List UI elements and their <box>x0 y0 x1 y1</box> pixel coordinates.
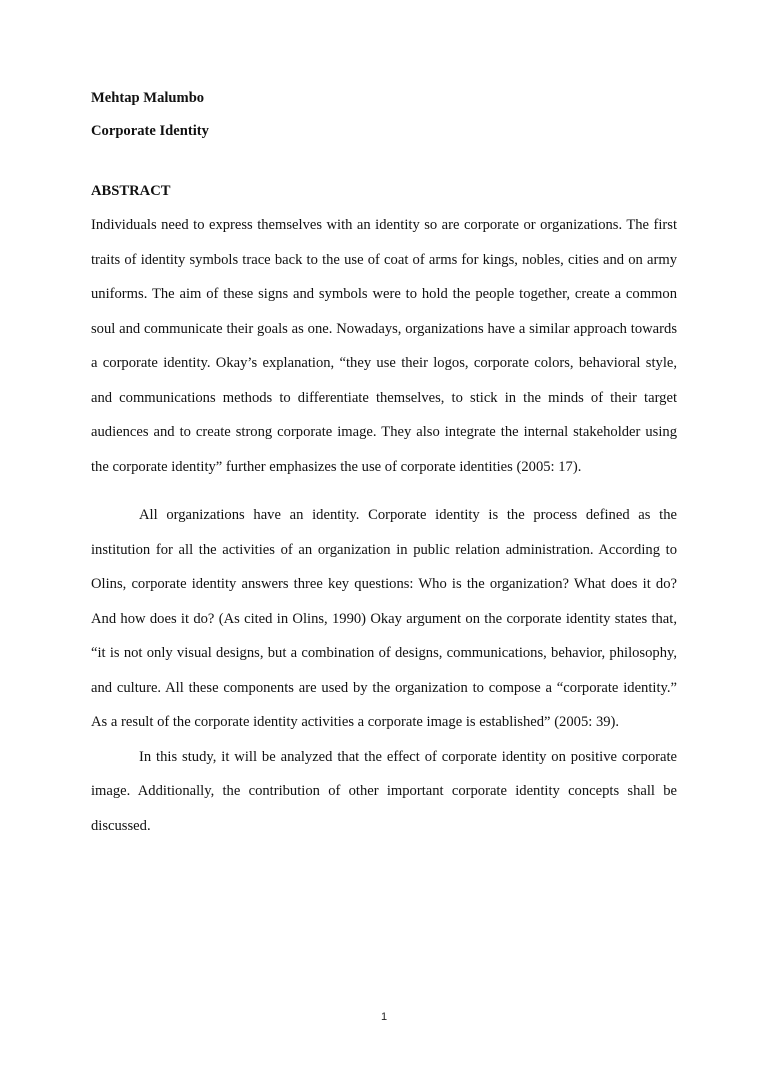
body-paragraph: All organizations have an identity. Corporate identity is the process defined as the institution for all the activities of an organization in public relation administration. According to Olins, corporate identity answers three key questions: Who is the organization? What does it do? And how does it do? (As cited in Olins, 1990) Okay argument on the corporate identity states that, “it is not only visual designs, but a combination of designs, communications, behavior, philosophy, and culture. All these components are used by the organization to compose a “corporate identity.” As a result of the corporate identity activities a corporate image is established” (2005: 39). <box>91 507 677 730</box>
author-name: Mehtap Malumbo <box>91 90 205 106</box>
body-paragraph: In this study, it will be analyzed that the effect of corporate identity on positive corporate image. Additionally, the contribution of other important corporate identity concepts shall be discussed. <box>91 748 677 834</box>
abstract-heading: ABSTRACT <box>91 183 171 199</box>
document-body <box>91 88 677 843</box>
abstract-paragraph: Individuals need to express themselves with an identity so are corporate or organizations. The first traits of identity symbols trace back to the use of coat of arms for kings, nobles, cities and on army uniforms. The aim of these signs and symbols were to hold the people together, create a common soul and communicate their goals as one. Nowadays, organizations have a similar approach towards a corporate identity. Okay’s explanation, “they use their logos, corporate colors, behavioral style, and communications methods to differentiate themselves, to stick in the minds of their target audiences and to create strong corporate image. They also integrate the internal stakeholder using the corporate identity” further emphasizes the use of corporate identities (2005: 17). <box>91 217 677 475</box>
page-number: 1 <box>380 1011 388 1023</box>
document-title: Corporate Identity <box>91 123 209 139</box>
